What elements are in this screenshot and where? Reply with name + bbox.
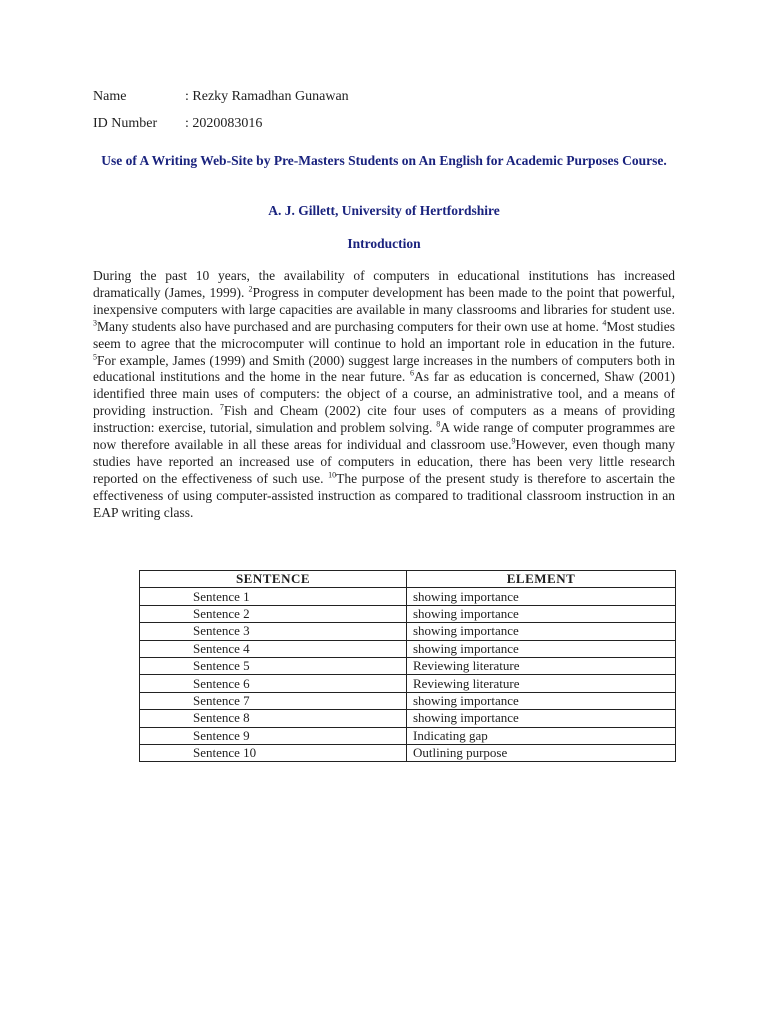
- sentence-text: Fish and Cheam (2002) cite four uses of computers as a means of providing instruction: exercise, tutorial, simulation and problem solving.: [93, 403, 675, 436]
- header-sentence: SENTENCE: [140, 571, 407, 588]
- name-value: : Rezky Ramadhan Gunawan: [185, 89, 349, 104]
- id-value: : 2020083016: [185, 116, 263, 131]
- sentence-number: 9: [511, 436, 516, 446]
- name-label: Name: [93, 89, 127, 104]
- element-cell: showing importance: [407, 623, 676, 640]
- sentence-text: The purpose of the present study is therefore to ascertain the effectiveness of using computer-assisted instruction as compared to traditional classroom instruction in an EAP writing class.: [93, 470, 676, 520]
- table-row: [140, 692, 676, 709]
- sentence-text: Many students also have purchased and are purchasing computers for their own use at home.: [97, 318, 603, 334]
- element-cell: showing importance: [407, 588, 676, 605]
- sentence-text: A wide range of computer programmes are now therefore available in all these areas for individual and classroom use.: [93, 420, 675, 453]
- student-name-row: [93, 89, 349, 105]
- sentence-number: 7: [219, 402, 224, 412]
- sentence-text: For example, James (1999) and Smith (2000) suggest large increases in the numbers of computers both in educational institutions and the home in the near future.: [93, 352, 675, 385]
- element-cell: showing importance: [407, 710, 676, 727]
- sentence-number: 10: [328, 470, 337, 480]
- table-row: [140, 657, 676, 674]
- sentence-text: Most studies seem to agree that the microcomputer will continue to hold an important role in education in the future.: [93, 318, 675, 351]
- header-element: ELEMENT: [407, 571, 676, 588]
- element-cell: showing importance: [407, 605, 676, 622]
- table-row: [140, 605, 676, 622]
- table-header-row: [140, 571, 676, 588]
- element-cell: Outlining purpose: [407, 744, 676, 761]
- section-heading: Introduction: [347, 236, 421, 251]
- table-body: [140, 588, 676, 762]
- student-id-row: [93, 116, 262, 132]
- sentence-cell: Sentence 6: [140, 675, 407, 692]
- element-cell: showing importance: [407, 692, 676, 709]
- table-row: [140, 744, 676, 761]
- table-row: [140, 588, 676, 605]
- sentence-cell: Sentence 9: [140, 727, 407, 744]
- sentence-cell: Sentence 4: [140, 640, 407, 657]
- sentence-number: 8: [436, 419, 441, 429]
- sentence-text: As far as education is concerned, Shaw (2001) identified three main uses of computers: the object of a course, an administrative tool, and a means of providing instruction.: [93, 369, 676, 419]
- table-row: [140, 640, 676, 657]
- article-author: A. J. Gillett, University of Hertfordshire: [268, 203, 500, 218]
- sentence-text: However, even though many studies have reported an increased use of computers in education, there has been very little research reported on the effectiveness of such use.: [93, 437, 675, 486]
- table-row: [140, 710, 676, 727]
- table-row: [140, 727, 676, 744]
- element-cell: Reviewing literature: [407, 675, 676, 692]
- sentence-cell: Sentence 8: [140, 710, 407, 727]
- sentence-number: 5: [93, 352, 97, 362]
- sentence-number: 2: [248, 284, 253, 294]
- id-label: ID Number: [93, 116, 158, 131]
- element-cell: showing importance: [407, 640, 676, 657]
- table-row: [140, 623, 676, 640]
- sentence-element-table: [139, 570, 676, 762]
- element-cell: Reviewing literature: [407, 657, 676, 674]
- sentence-text: During the past 10 years, the availability of computers in educational institutions has increased dramatically (James, 1999).: [93, 268, 675, 300]
- sentence-text: Progress in computer development has been made to the point that powerful, inexpensive computers with large capacities are available in many classrooms and libraries for student use.: [93, 284, 675, 317]
- article-title: Use of A Writing Web-Site by Pre-Masters Students on An English for Academic Purposes Course.: [101, 153, 667, 168]
- introduction-paragraph: [93, 268, 675, 522]
- element-cell: Indicating gap: [407, 727, 676, 744]
- sentence-cell: Sentence 2: [140, 605, 407, 622]
- sentence-cell: Sentence 5: [140, 657, 407, 674]
- sentence-cell: Sentence 3: [140, 623, 407, 640]
- table-row: [140, 675, 676, 692]
- sentence-number: 6: [410, 368, 415, 378]
- sentence-number: 3: [93, 318, 97, 328]
- sentence-cell: Sentence 7: [140, 692, 407, 709]
- sentence-cell: Sentence 1: [140, 588, 407, 605]
- sentence-cell: Sentence 10: [140, 744, 407, 761]
- sentence-number: 4: [602, 318, 607, 328]
